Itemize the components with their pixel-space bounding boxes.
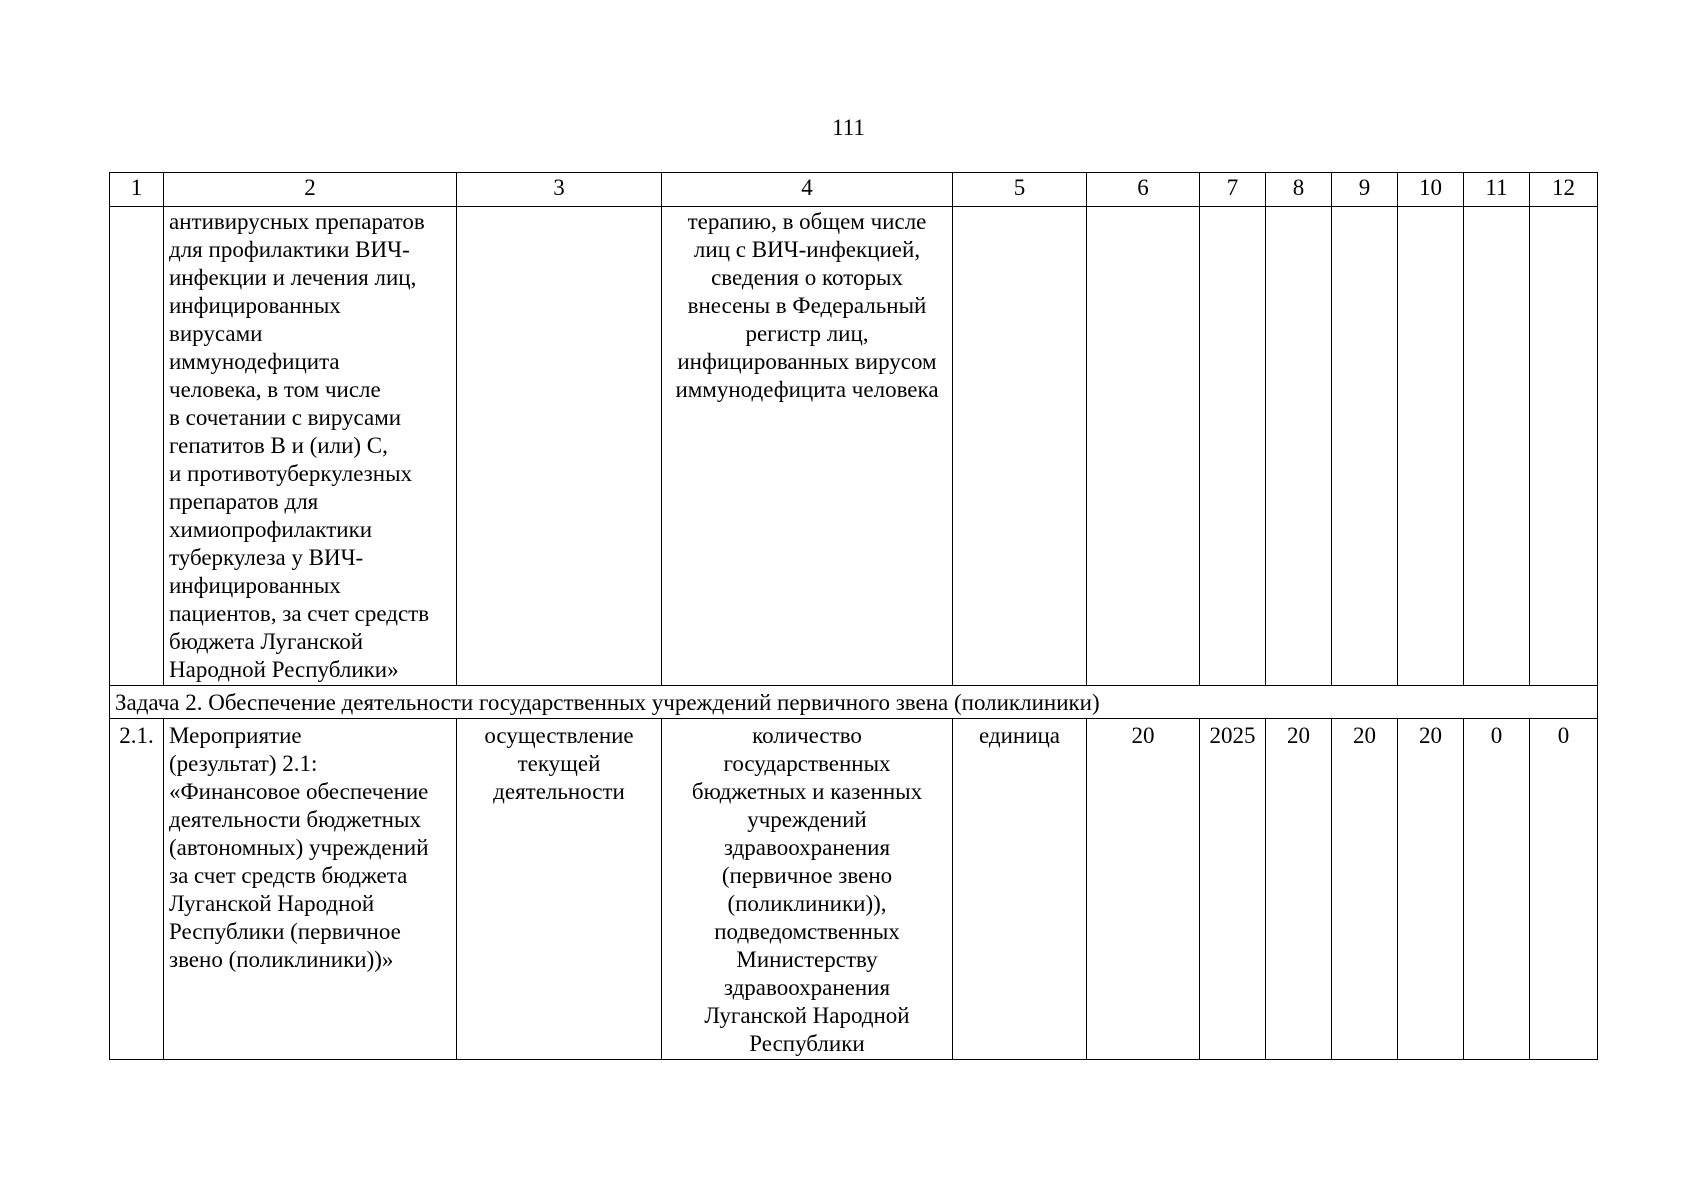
item-number-cell: 2.1. xyxy=(110,719,164,1060)
column-number-5: 5 xyxy=(953,173,1087,207)
item-value-cell-12: 0 xyxy=(1530,719,1598,1060)
cont-year-cell xyxy=(1200,207,1266,686)
item-value-cell-8: 20 xyxy=(1266,719,1332,1060)
item-event-name-cell: Мероприятие (результат) 2.1: «Финансовое обеспечение деятельности бюджетных (автономных) учреждений за счет средств бюджета Луганской Народной Республики (первичное звено (поликлиники))» xyxy=(164,719,457,1060)
cont-value-cell-9 xyxy=(1332,207,1398,686)
cont-value-cell-10 xyxy=(1398,207,1464,686)
cont-number-cell xyxy=(110,207,164,686)
item-value-cell-11: 0 xyxy=(1464,719,1530,1060)
column-number-11: 11 xyxy=(1464,173,1530,207)
item-value-cell-10: 20 xyxy=(1398,719,1464,1060)
indicators-table xyxy=(109,172,1598,1060)
column-number-8: 8 xyxy=(1266,173,1332,207)
column-number-7: 7 xyxy=(1200,173,1266,207)
column-number-9: 9 xyxy=(1332,173,1398,207)
column-number-2: 2 xyxy=(164,173,457,207)
item-base-value-cell: 20 xyxy=(1087,719,1200,1060)
page-number: 111 xyxy=(832,115,865,140)
column-number-12: 12 xyxy=(1530,173,1598,207)
cont-value-cell-12 xyxy=(1530,207,1598,686)
cont-base-value-cell xyxy=(1087,207,1200,686)
cont-unit-cell xyxy=(953,207,1087,686)
item-characteristic-cell: количество государственных бюджетных и казенных учреждений здравоохранения (первичное звено (поликлиники)), подведомственных Министерству здравоохранения Луганской Народной Республики xyxy=(662,719,953,1060)
column-number-6: 6 xyxy=(1087,173,1200,207)
cont-value-cell-11 xyxy=(1464,207,1530,686)
item-result-type-cell: осуществление текущей деятельности xyxy=(457,719,662,1060)
column-number-1: 1 xyxy=(110,173,164,207)
cont-result-type-cell xyxy=(457,207,662,686)
cont-value-cell-8 xyxy=(1266,207,1332,686)
cont-event-name-cell: антивирусных препаратов для профилактики ВИЧ- инфекции и лечения лиц, инфицированных вирусами иммунодефицита человека, в том числе в сочетании с вирусами гепатитов В и (или) С, и противотуберкулезных препаратов для химиопрофилактики туберкулеза у ВИЧ- инфицированных пациентов, за счет средств бюджета Луганской Народной Республики» xyxy=(164,207,457,686)
cont-characteristic-cell: терапию, в общем числе лиц с ВИЧ-инфекцией, сведения о которых внесены в Федеральный регистр лиц, инфицированных вирусом иммунодефицита человека xyxy=(662,207,953,686)
item-year-cell: 2025 xyxy=(1200,719,1266,1060)
item-unit-cell: единица xyxy=(953,719,1087,1060)
column-number-4: 4 xyxy=(662,173,953,207)
column-number-10: 10 xyxy=(1398,173,1464,207)
item-value-cell-9: 20 xyxy=(1332,719,1398,1060)
task-heading: Задача 2. Обеспечение деятельности государственных учреждений первичного звена (поликлиники) xyxy=(110,686,1598,719)
item-row-2-1 xyxy=(110,719,1598,1060)
column-number-3: 3 xyxy=(457,173,662,207)
continuation-row xyxy=(110,207,1598,686)
task-row xyxy=(110,686,1598,719)
column-numbers-header-row xyxy=(110,173,1598,207)
